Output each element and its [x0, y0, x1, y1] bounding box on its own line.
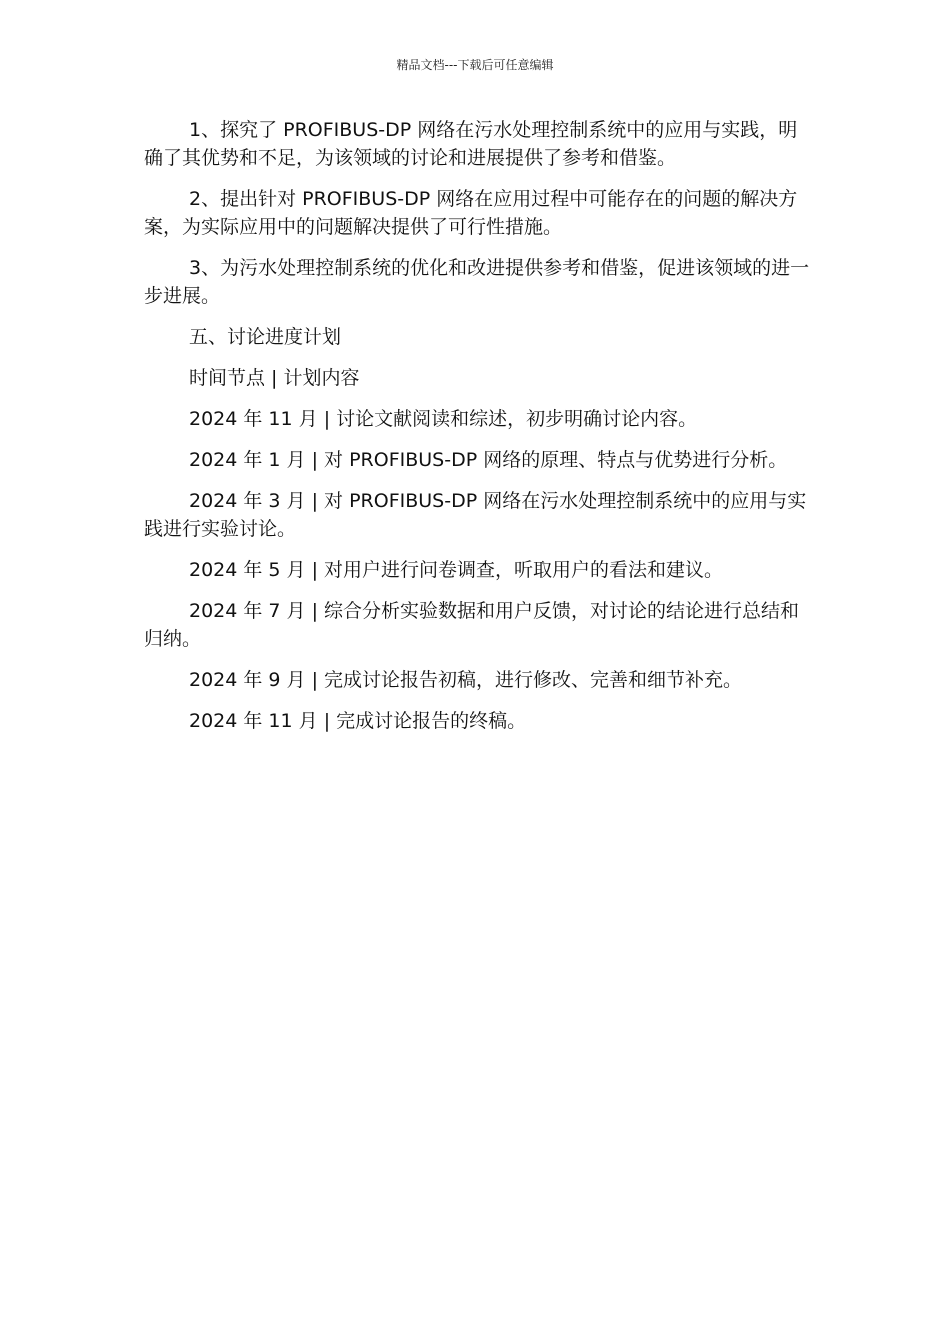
contribution-item-1: 1、探究了 PROFIBUS-DP 网络在污水处理控制系统中的应用与实践，明确了其优势和不足，为该领域的讨论和进展提供了参考和借鉴。: [144, 119, 798, 169]
section-heading: 五、讨论进度计划: [189, 326, 342, 348]
document-body: [144, 116, 812, 748]
contribution-item-3: 3、为污水处理控制系统的优化和改进提供参考和借鉴，促进该领域的进一步进展。: [144, 257, 810, 307]
contribution-item-2: 2、提出针对 PROFIBUS-DP 网络在应用过程中可能存在的问题的解决方案，为实际应用中的问题解决提供了可行性措施。: [144, 188, 798, 238]
schedule-header: 时间节点 | 计划内容: [189, 367, 360, 389]
page-header: 精品文档---下载后可任意编辑: [396, 58, 554, 72]
schedule-item: 2024 年 9 月 | 完成讨论报告初稿，进行修改、完善和细节补充。: [189, 669, 743, 691]
schedule-item: 2024 年 11 月 | 讨论文献阅读和综述，初步明确讨论内容。: [189, 408, 698, 430]
schedule-item: 2024 年 3 月 | 对 PROFIBUS-DP 网络在污水处理控制系统中的应用与实践进行实验讨论。: [144, 490, 807, 540]
schedule-item: 2024 年 7 月 | 综合分析实验数据和用户反馈，对讨论的结论进行总结和归纳。: [144, 600, 800, 650]
schedule-item: 2024 年 5 月 | 对用户进行问卷调查，听取用户的看法和建议。: [189, 559, 724, 581]
schedule-item: 2024 年 1 月 | 对 PROFIBUS-DP 网络的原理、特点与优势进行分析。: [189, 449, 788, 471]
schedule-item: 2024 年 11 月 | 完成讨论报告的终稿。: [189, 710, 527, 732]
